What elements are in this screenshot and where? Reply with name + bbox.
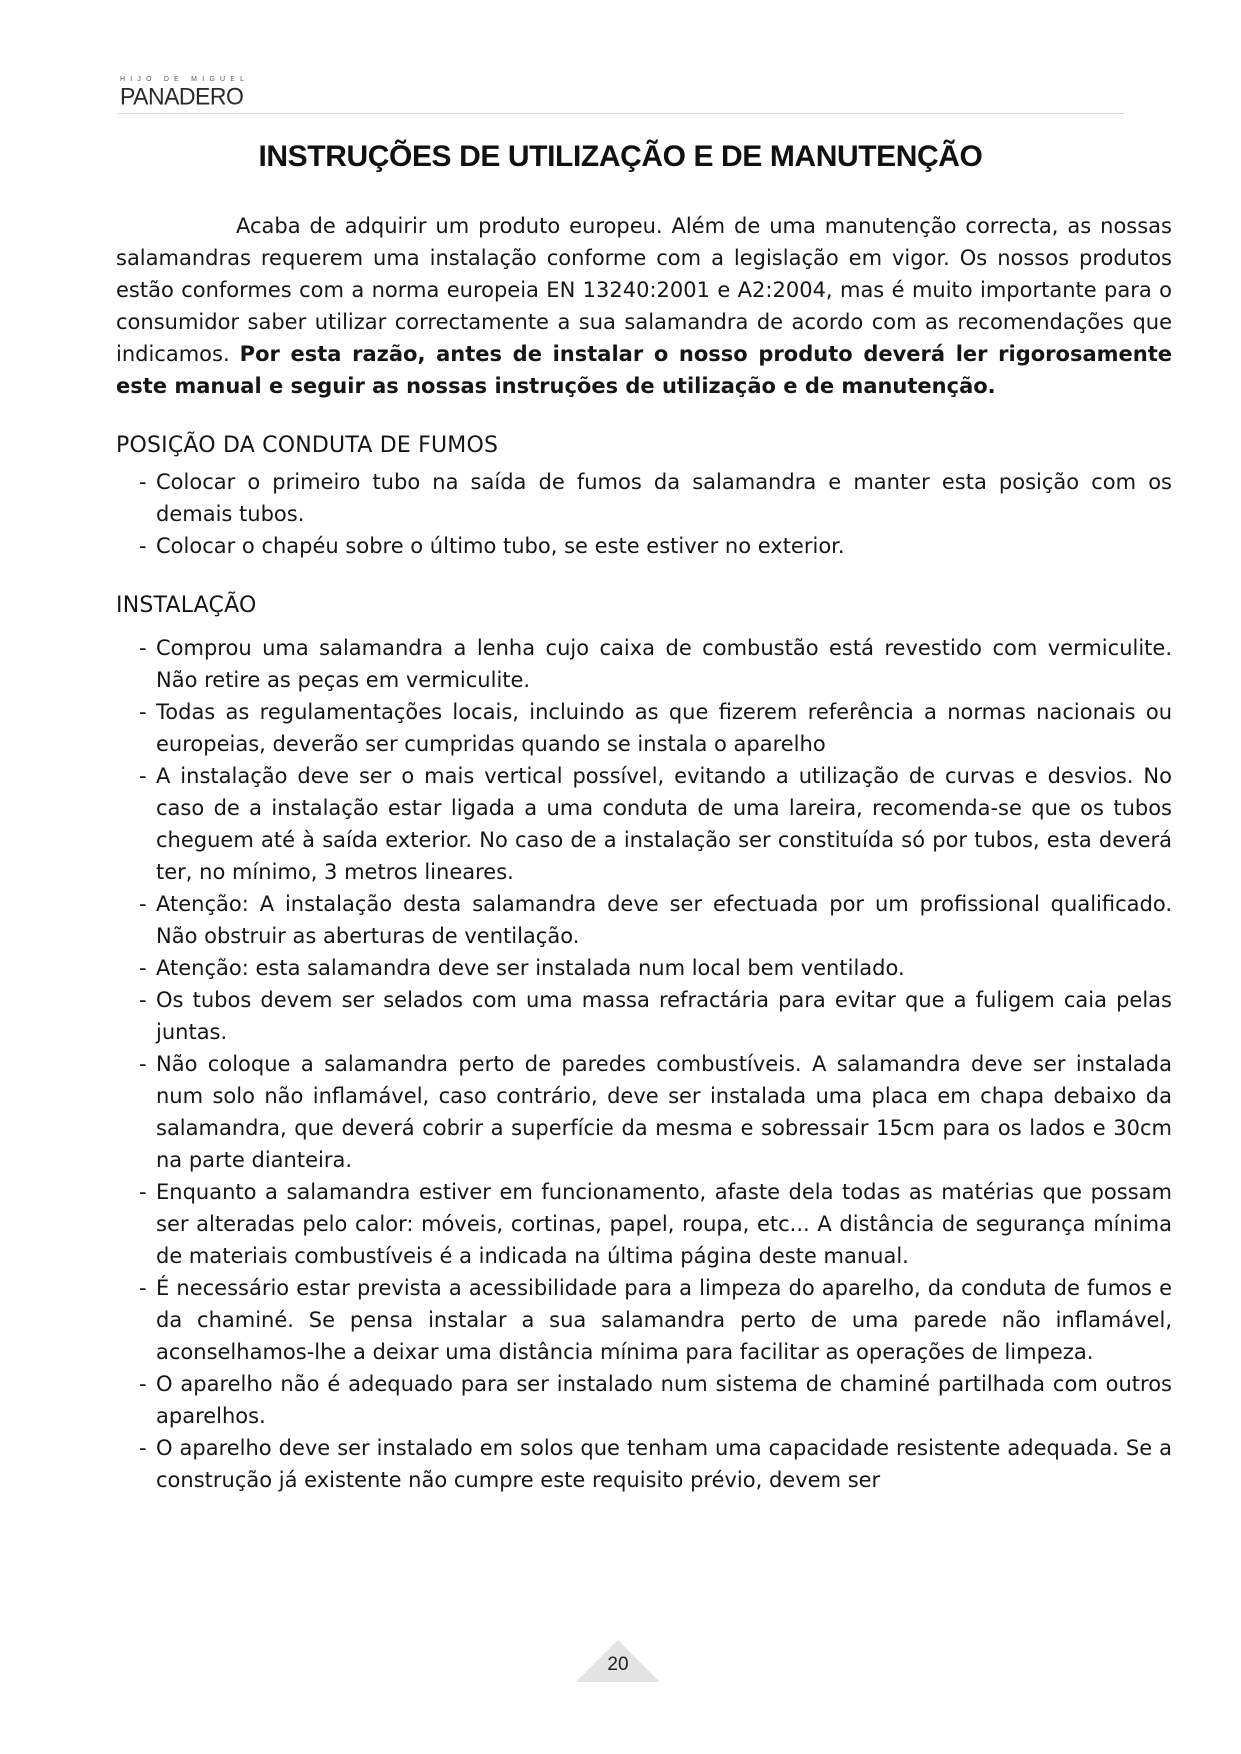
list-item: - O aparelho deve ser instalado em solos que tenham uma capacidade resistente adequada. Se a construção já existente não cumpre este requisito prévio, devem ser	[116, 1432, 1172, 1496]
list-item: - Não coloque a salamandra perto de paredes combustíveis. A salamandra deve ser instalada num solo não inflamável, caso contrário, deve ser instalada uma placa em chapa debaixo da salamandra, que deverá cobrir a superfície da mesma e sobressair 15cm para os lados e 30cm na parte dianteira.	[116, 1048, 1172, 1176]
list-item: - Atenção: A instalação desta salamandra deve ser efectuada por um profissional qualificado. Não obstruir as aberturas de ventilação.	[116, 888, 1172, 952]
list-item: - É necessário estar prevista a acessibilidade para a limpeza do aparelho, da conduta de fumos e da chaminé. Se pensa instalar a sua salamandra perto de uma parede não inflamável, aconselhamos-lhe a deixar uma distância mínima para facilitar as operações de limpeza.	[116, 1272, 1172, 1368]
list-item: - Atenção: esta salamandra deve ser instalada num local bem ventilado.	[116, 952, 1172, 984]
logo-wordmark: PANADERO	[120, 82, 244, 110]
flue-position-list	[116, 466, 1172, 562]
list-item: - Colocar o chapéu sobre o último tubo, se este estiver no exterior.	[116, 530, 1172, 562]
intro-paragraph	[116, 210, 1172, 402]
list-item: - Todas as regulamentações locais, incluindo as que fizerem referência a normas nacionais ou europeias, deverão ser cumpridas quando se instala o aparelho	[116, 696, 1172, 760]
section-heading-installation: INSTALAÇÃO	[116, 593, 257, 618]
document-body	[116, 210, 1172, 1496]
page-title: INSTRUÇÕES DE UTILIZAÇÃO E DE MANUTENÇÃO	[258, 140, 983, 173]
list-item: - Colocar o primeiro tubo na saída de fumos da salamandra e manter esta posição com os demais tubos.	[116, 466, 1172, 530]
logo-subtitle: HIJO DE MIGUEL	[120, 76, 250, 83]
list-item: - Os tubos devem ser selados com uma massa refractária para evitar que a fuligem caia pelas juntas.	[116, 984, 1172, 1048]
section-heading-flue-position: POSIÇÃO DA CONDUTA DE FUMOS	[116, 433, 499, 458]
installation-list	[116, 632, 1172, 1496]
list-item: - A instalação deve ser o mais vertical possível, evitando a utilização de curvas e desvios. No caso de a instalação estar ligada a uma conduta de uma lareira, recomenda-se que os tubos cheguem até à saída exterior. No caso de a instalação ser constituída só por tubos, esta deverá ter, no mínimo, 3 metros lineares.	[116, 760, 1172, 888]
intro-text: Acaba de adquirir um produto europeu. Além de uma manutenção correcta, as nossas salamandras requerem uma instalação conforme com a legislação em vigor. Os nossos produtos estão conformes com a norma europeia EN 13240:2001 e A2:2004, mas é muito importante para o consumidor saber utilizar correctamente a sua salamandra de acordo com as recomendações que indicamos.	[116, 214, 1172, 366]
list-item: - O aparelho não é adequado para ser instalado num sistema de chaminé partilhada com outros aparelhos.	[116, 1368, 1172, 1432]
intro-bold-text: Por esta razão, antes de instalar o nosso produto deverá ler rigorosamente este manual e seguir as nossas instruções de utilização e de manutenção.	[116, 342, 1172, 398]
page-number: 20	[607, 1654, 629, 1675]
list-item: - Comprou uma salamandra a lenha cujo caixa de combustão está revestido com vermiculite. Não retire as peças em vermiculite.	[116, 632, 1172, 696]
list-item: - Enquanto a salamandra estiver em funcionamento, afaste dela todas as matérias que possam ser alteradas pelo calor: móveis, cortinas, papel, roupa, etc... A distância de segurança mínima de materiais combustíveis é a indicada na última página deste manual.	[116, 1176, 1172, 1272]
header-divider	[118, 113, 1124, 114]
page-number-badge	[576, 1640, 660, 1682]
brand-logo	[120, 76, 260, 108]
